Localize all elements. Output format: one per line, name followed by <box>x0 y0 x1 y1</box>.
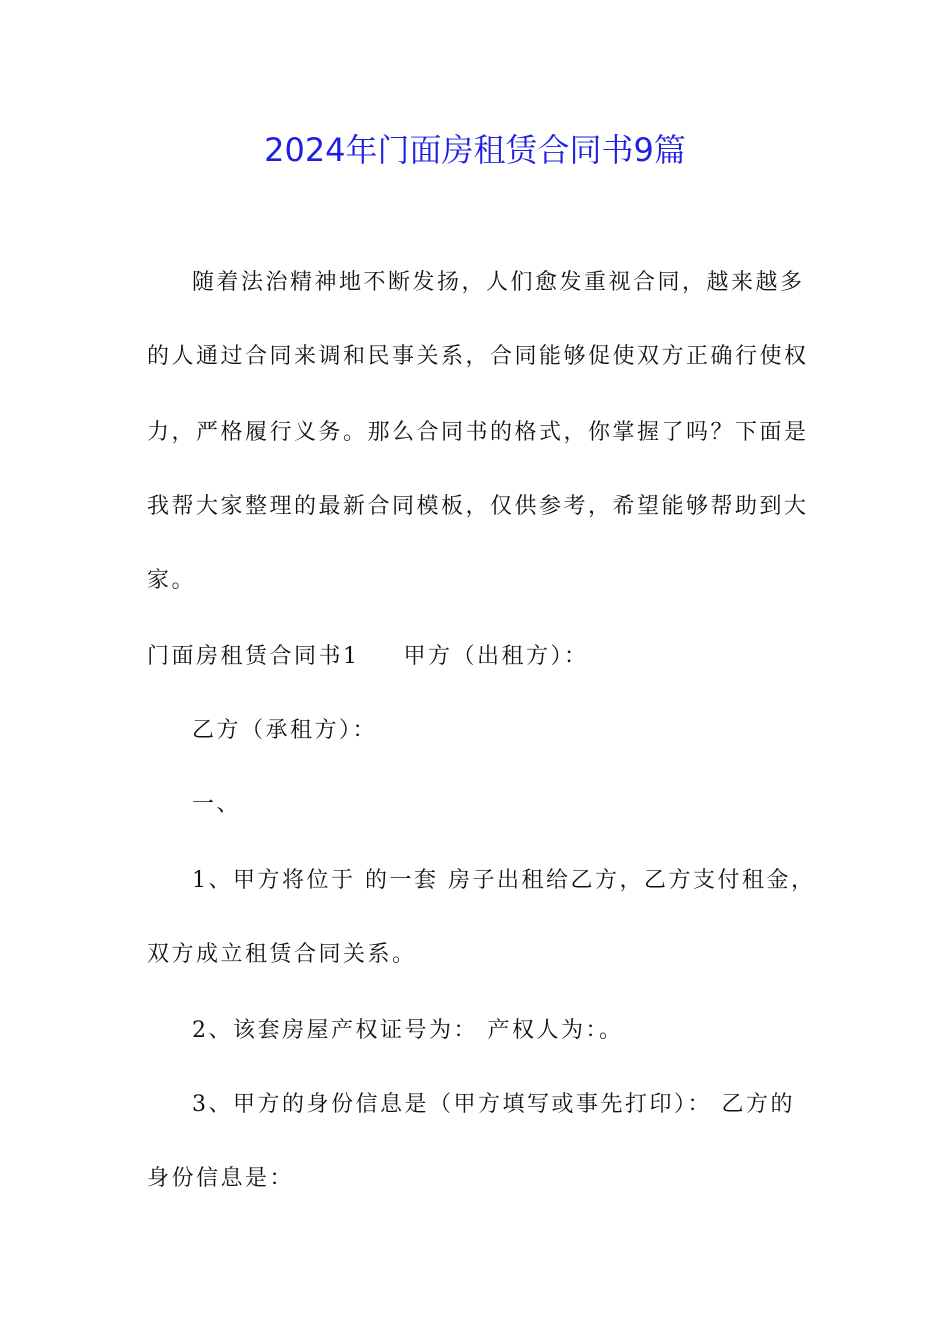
clause-3-line: 身份信息是： <box>147 1166 295 1191</box>
party-a-label: 甲方（出租方）： <box>403 644 589 669</box>
intro-line: 家。 <box>147 568 197 593</box>
intro-line: 的人通过合同来调和民事关系，合同能够促使双方正确行使权 <box>147 344 809 369</box>
clause-3-line: 3、甲方的身份信息是（甲方填写或事先打印）： 乙方的 <box>192 1092 795 1117</box>
contract-heading-line <box>147 642 807 672</box>
clause-1-line: 双方成立租赁合同关系。 <box>147 942 417 967</box>
intro-line: 随着法治精神地不断发扬，人们愈发重视合同，越来越多 <box>192 270 805 295</box>
clause-2-line: 2、该套房屋产权证号为： 产权人为：。 <box>192 1018 624 1043</box>
intro-line: 力，严格履行义务。那么合同书的格式，你掌握了吗？下面是 <box>147 420 809 445</box>
clause-1-line: 1、甲方将位于 的一套 房子出租给乙方，乙方支付租金， <box>192 868 816 893</box>
contract-heading: 门面房租赁合同书1 <box>147 644 360 669</box>
party-b-label: 乙方（承租方）： <box>192 718 378 743</box>
document-title: 2024年门面房租赁合同书9篇 <box>264 131 686 169</box>
section-heading: 一、 <box>192 792 242 817</box>
intro-line: 我帮大家整理的最新合同模板，仅供参考，希望能够帮助到大 <box>147 494 809 519</box>
